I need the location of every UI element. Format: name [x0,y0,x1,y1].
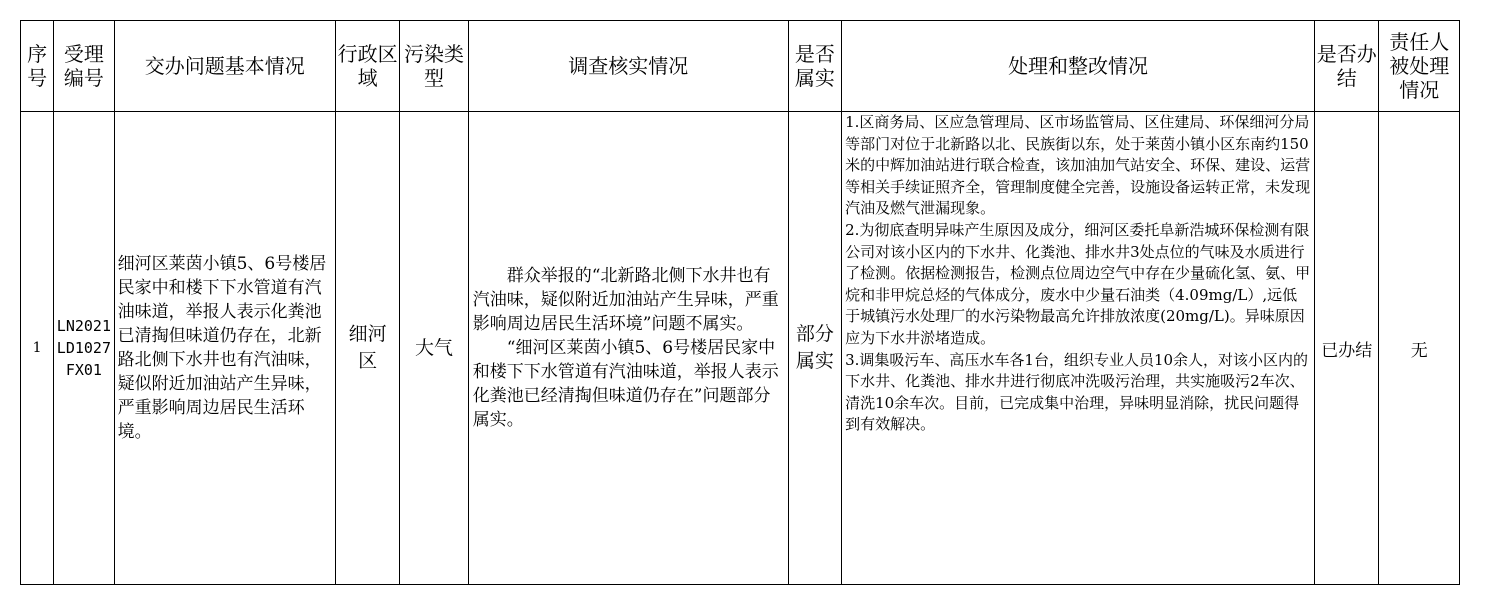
cell-done: 已办结 [1315,112,1379,585]
header-problem: 交办问题基本情况 [114,21,335,112]
header-verified: 是否属实 [788,21,841,112]
cell-investigation [468,112,788,585]
investigation-paragraph-2: “细河区莱茵小镇5、6号楼居民家中和楼下下水管道有汽油味道，举报人表示化粪池已经清掏但味道仍存在”问题部分属实。 [472,338,779,430]
cell-person: 无 [1379,112,1460,585]
table-row [21,112,1460,585]
cell-region: 细河区 [335,112,399,585]
header-seq: 序号 [21,21,54,112]
header-pollution: 污染类型 [400,21,468,112]
cell-seq: 1 [21,112,54,585]
cell-handling [842,112,1315,585]
cell-problem: 细河区莱茵小镇5、6号楼居民家中和楼下下水管道有汽油味道，举报人表示化粪池已清掏但味道仍存在，北新路北侧下水井也有汽油味，疑似附近加油站产生异味，严重影响周边居民生活环境。 [114,112,335,585]
header-row [21,21,1460,112]
complaint-table [20,20,1460,585]
header-handling: 处理和整改情况 [842,21,1315,112]
header-done: 是否办结 [1315,21,1379,112]
cell-pollution: 大气 [400,112,468,585]
investigation-paragraph-1: 群众举报的“北新路北侧下水井也有汽油味，疑似附近加油站产生异味，严重影响周边居民生活环境”问题不属实。 [472,266,779,334]
handling-item-2: 2.为彻底查明异味产生原因及成分，细河区委托阜新浩城环保检测有限公司对该小区内的下水井、化粪池、排水井3处点位的气味及水质进行了检测。依据检测报告，检测点位周边空气中存在少量硫化氢、氨、甲烷和非甲烷总烃的气体成分，废水中少量石油类（4.09mg/L）,远低于城镇污水处理厂的水污染物最高允许排放浓度(20mg/L)。异味原因应为下水井淤堵造成。 [845,220,1311,347]
handling-item-3: 3.调集吸污车、高压水车各1台，组织专业人员10余人，对该小区内的下水井、化粪池、排水井进行彻底冲洗吸污治理，共实施吸污2车次、清洗10余车次。目前，已完成集中治理，异味明显消除，扰民问题得到有效解决。 [845,350,1309,434]
handling-item-1: 1.区商务局、区应急管理局、区市场监管局、区住建局、环保细河分局等部门对位于北新路以北、民族街以东，处于莱茵小镇小区东南约150米的中辉加油站进行联合检查，该加油加气站安全、环保、建设、运营等相关手续证照齐全，管理制度健全完善，设施设备运转正常，未发现汽油及燃气泄漏现象。 [845,113,1311,218]
header-investigation: 调查核实情况 [468,21,788,112]
header-person: 责任人被处理情况 [1379,21,1460,112]
cell-code: LN2021LD1027FX01 [54,112,114,585]
cell-verified: 部分属实 [788,112,841,585]
header-code: 受理编号 [54,21,114,112]
header-region: 行政区域 [335,21,399,112]
